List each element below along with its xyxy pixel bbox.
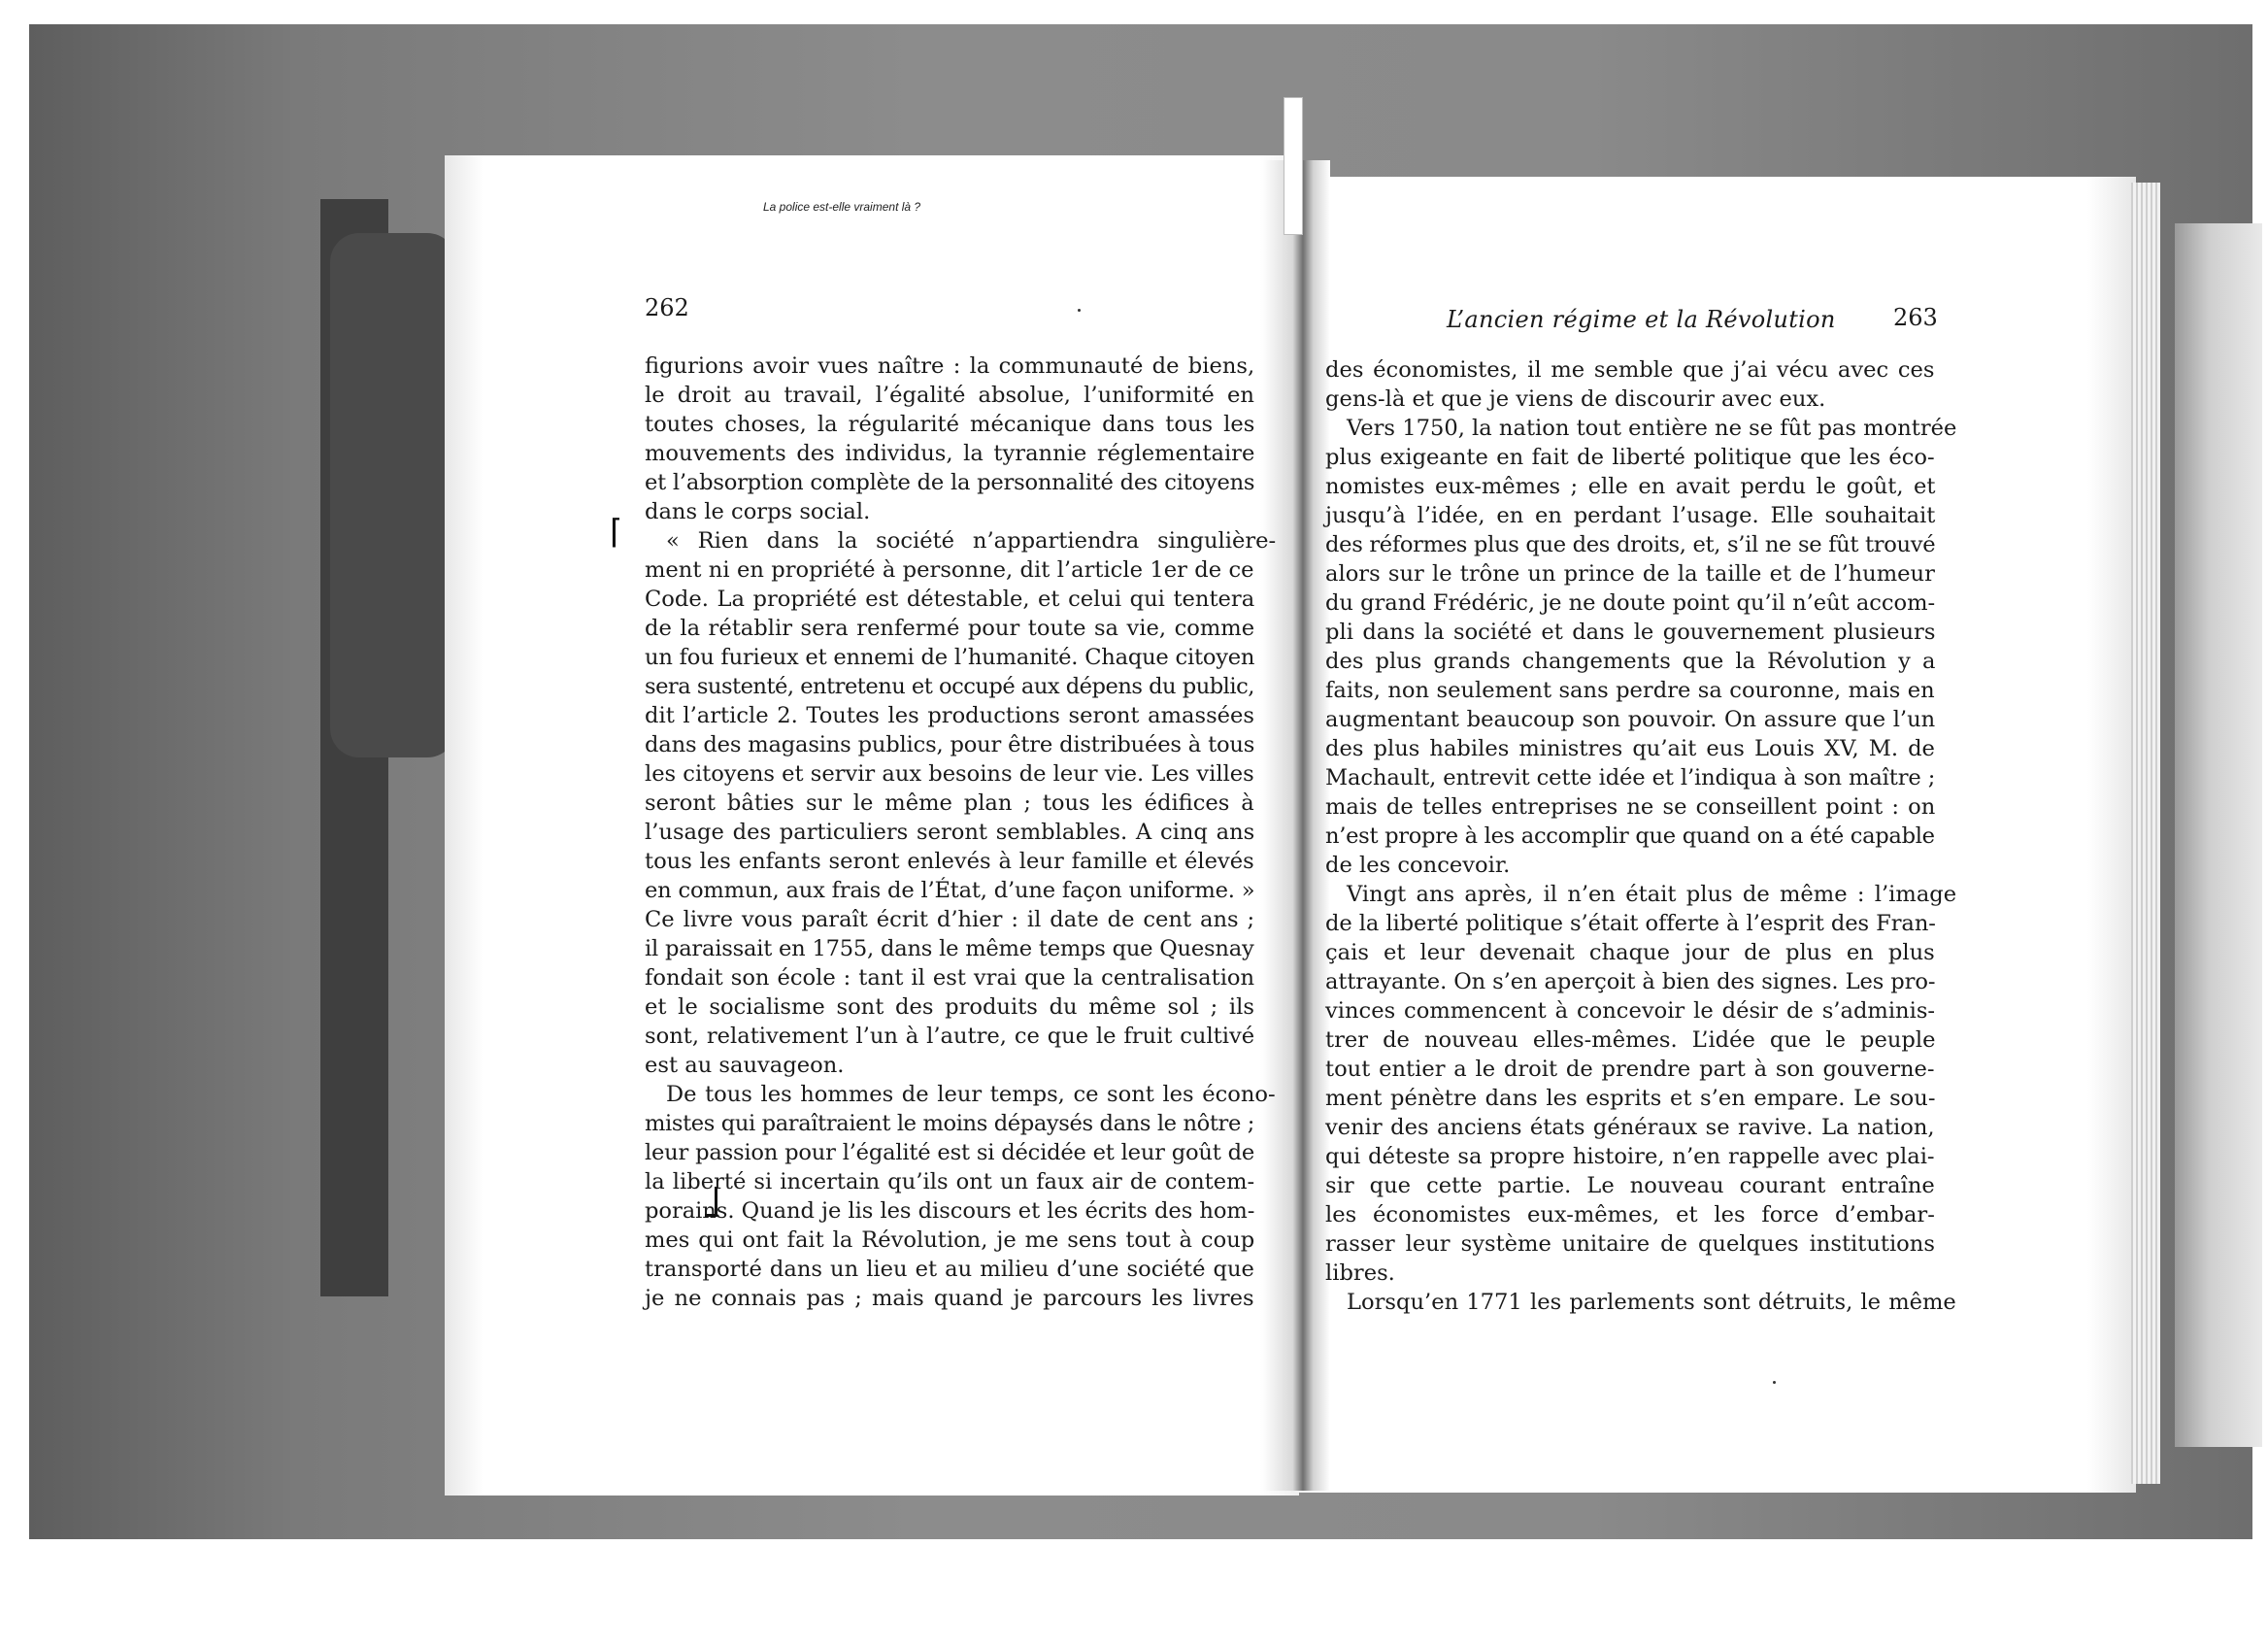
header-note: La police est-elle vraiment là ? xyxy=(763,200,921,214)
text-line: figurions avoir vues naître : la communauté de biens, xyxy=(645,353,1255,379)
text-line: leur passion pour l’égalité est si décidée et leur goût de xyxy=(645,1140,1255,1165)
text-line: gens-là et que je viens de discourir avec eux. xyxy=(1325,387,1826,412)
scanner-edge-right xyxy=(2175,223,2262,1447)
shadow-blob xyxy=(330,233,456,757)
text-line: la liberté si incertain qu’ils ont un faux air de contem- xyxy=(645,1169,1255,1194)
text-line: seront bâties sur le même plan ; tous les édifices à xyxy=(645,790,1254,816)
text-line: le droit au travail, l’égalité absolue, l’uniformité en xyxy=(645,383,1254,408)
text-line: du grand Frédéric, je ne doute point qu’il n’eût accom- xyxy=(1325,590,1936,616)
text-line: dit l’article 2. Toutes les productions seront amassées xyxy=(645,703,1255,728)
text-line: plus exigeante en fait de liberté politique que les éco- xyxy=(1325,445,1935,470)
text-line: Code. La propriété est détestable, et celui qui tentera xyxy=(645,587,1255,612)
text-line: tout entier a le droit de prendre part à son gouverne- xyxy=(1325,1057,1935,1082)
paper-clip-tab xyxy=(1284,97,1303,235)
text-line: mistes qui paraîtraient le moins dépaysés dans le nôtre ; xyxy=(645,1111,1254,1136)
text-line: des plus grands changements que la Révolution y a xyxy=(1325,649,1936,674)
text-line: Ce livre vous paraît écrit d’hier : il date de cent ans ; xyxy=(645,907,1255,932)
text-line: dans des magasins publics, pour être distribuées à tous xyxy=(645,732,1255,757)
text-line: faits, non seulement sans perdre sa couronne, mais en xyxy=(1325,678,1935,703)
text-line: sir que cette partie. Le nouveau courant entraîne xyxy=(1325,1173,1935,1198)
text-line: Vingt ans après, il n’en était plus de même : l’image xyxy=(1347,882,1957,907)
text-line: ment ni en propriété à personne, dit l’article 1er de ce xyxy=(645,557,1254,583)
text-line: libres. xyxy=(1325,1260,1395,1286)
right-text-column xyxy=(1325,355,1957,1317)
text-line: Lorsqu’en 1771 les parlements sont détruits, le même xyxy=(1347,1290,1956,1315)
text-line: les économistes eux-mêmes, et les force d’embar- xyxy=(1325,1202,1935,1227)
text-line: mouvements des individus, la tyrannie réglementaire xyxy=(645,441,1255,466)
text-line: de les concevoir. xyxy=(1325,853,1511,878)
text-line: trer de nouveau elles-mêmes. L’idée que le peuple xyxy=(1325,1027,1936,1053)
text-line: alors sur le trône un prince de la taille et de l’humeur xyxy=(1325,561,1935,587)
text-line: des économistes, il me semble que j’ai vécu avec ces xyxy=(1325,357,1935,383)
text-line: toutes choses, la régularité mécanique dans tous les xyxy=(645,412,1255,437)
right-page-number: 263 xyxy=(1893,304,1938,331)
page-edges xyxy=(2131,183,2160,1484)
text-line: dans le corps social. xyxy=(645,499,871,524)
text-line: et l’absorption complète de la personnalité des citoyens xyxy=(645,470,1255,495)
text-line: porains. Quand je lis les discours et les écrits des hom- xyxy=(645,1198,1255,1224)
running-head: L’ancien régime et la Révolution xyxy=(1447,306,1836,333)
left-text-column xyxy=(645,352,1277,1313)
text-line: l’usage des particuliers seront semblables. A cinq ans xyxy=(645,820,1255,845)
text-line: il paraissait en 1755, dans le même temps que Quesnay xyxy=(645,936,1254,961)
text-line: vinces commencent à concevoir le désir de s’adminis- xyxy=(1325,998,1936,1024)
text-line: n’est propre à les accomplir que quand on a été capable xyxy=(1325,824,1935,849)
text-line: tous les enfants seront enlevés à leur famille et élevés xyxy=(645,849,1254,874)
text-line: un fou furieux et ennemi de l’humanité. Chaque citoyen xyxy=(645,645,1255,670)
dust-speck xyxy=(1773,1381,1776,1384)
text-line: venir des anciens états généraux se ravive. La nation, xyxy=(1325,1115,1935,1140)
text-line: de la rétablir sera renfermé pour toute sa vie, comme xyxy=(645,616,1255,641)
text-line: et le socialisme sont des produits du même sol ; ils xyxy=(645,994,1254,1020)
book-spine xyxy=(1262,160,1330,1491)
text-line: est au sauvageon. xyxy=(645,1053,845,1078)
text-line: sera sustenté, entretenu et occupé aux dépens du public, xyxy=(645,674,1254,699)
text-line: des réformes plus que des droits, et, s’il ne se fût trouvé xyxy=(1325,532,1936,557)
text-line: pli dans la société et dans le gouvernement plusieurs xyxy=(1325,620,1936,645)
text-line: augmentant beaucoup son pouvoir. On assure que l’un xyxy=(1325,707,1936,732)
text-line: les citoyens et servir aux besoins de leur vie. Les villes xyxy=(645,761,1254,787)
text-line: mes qui ont fait la Révolution, je me sens tout à coup xyxy=(645,1227,1255,1253)
text-line: transporté dans un lieu et au milieu d’une société que xyxy=(645,1257,1254,1282)
text-line: des plus habiles ministres qu’ait eus Louis XV, M. de xyxy=(1325,736,1935,761)
text-line: qui déteste sa propre histoire, n’en rappelle avec plai- xyxy=(1325,1144,1935,1169)
text-line: mais de telles entreprises ne se conseillent point : on xyxy=(1325,794,1936,820)
text-line: rasser leur système unitaire de quelques institutions xyxy=(1325,1231,1935,1257)
text-line: ment pénètre dans les esprits et s’en empare. Le sou- xyxy=(1325,1086,1936,1111)
margin-bracket-mark: ⌈ xyxy=(610,513,623,552)
dust-speck xyxy=(1078,309,1081,312)
text-line: jusqu’à l’idée, en en perdant l’usage. Elle souhaitait xyxy=(1325,503,1936,528)
text-line: çais et leur devenait chaque jour de plus en plus xyxy=(1325,940,1935,965)
text-line: de la liberté politique s’était offerte à l’esprit des Fran- xyxy=(1325,911,1936,936)
text-line: De tous les hommes de leur temps, ce sont les écono- xyxy=(666,1082,1276,1107)
left-page-number: 262 xyxy=(645,294,689,321)
text-line: Vers 1750, la nation tout entière ne se fût pas montrée xyxy=(1347,416,1957,441)
pen-mark xyxy=(705,1187,717,1217)
text-line: Machault, entrevit cette idée et l’indiqua à son maître ; xyxy=(1325,765,1936,790)
text-line: nomistes eux-mêmes ; elle en avait perdu le goût, et xyxy=(1325,474,1936,499)
text-line: je ne connais pas ; mais quand je parcours les livres xyxy=(645,1286,1254,1311)
text-line: en commun, aux frais de l’État, d’une façon uniforme. » xyxy=(645,878,1255,903)
text-line: fondait son école : tant il est vrai que la centralisation xyxy=(645,965,1255,991)
text-line: attrayante. On s’en aperçoit à bien des signes. Les pro- xyxy=(1325,969,1936,994)
text-line: « Rien dans la société n’appartiendra singulière- xyxy=(666,528,1277,554)
text-line: sont, relativement l’un à l’autre, ce que le fruit cultivé xyxy=(645,1024,1255,1049)
